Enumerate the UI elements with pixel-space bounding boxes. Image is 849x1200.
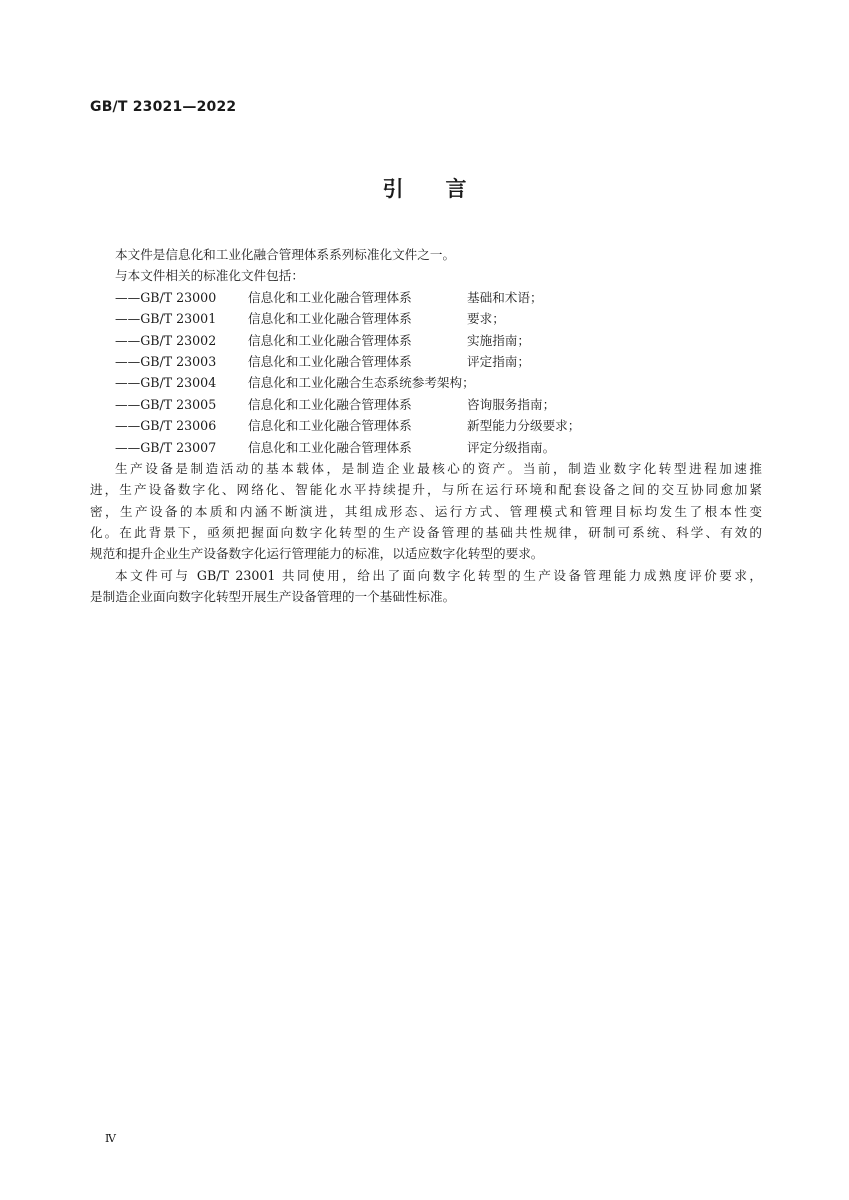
list-item — [90, 351, 762, 372]
page-title: 引言 — [382, 177, 509, 201]
page-number: Ⅳ — [105, 1132, 116, 1145]
standard-system: 信息化和工业化融合生态系统参考架构； — [248, 375, 475, 391]
intro-line-1: 本文件是信息化和工业化融合管理体系系列标准化文件之一。 — [115, 247, 456, 262]
standard-name: 实施指南； — [467, 332, 530, 348]
standard-system: 信息化和工业化融合管理体系 — [248, 396, 412, 412]
standard-name: 评定指南； — [467, 353, 530, 369]
standard-system: 信息化和工业化融合管理体系 — [248, 332, 412, 348]
standards-list — [90, 287, 762, 458]
paragraph-line: 生产设备是制造活动的基本载体，是制造企业最核心的资产。当前，制造业数字化转型进程加速推 — [115, 460, 762, 476]
list-item — [90, 415, 762, 436]
paragraph-usage — [90, 565, 762, 608]
paragraph-line: 进，生产设备数字化、网络化、智能化水平持续提升，与所在运行环境和配套设备之间的交互协同愈加紧 — [90, 482, 762, 498]
standard-system: 信息化和工业化融合管理体系 — [248, 418, 412, 434]
standard-name: 评定分级指南。 — [467, 439, 556, 455]
standard-name: 新型能力分级要求； — [467, 418, 581, 434]
paragraph-line: 规范和提升企业生产设备数字化运行管理能力的标准，以适应数字化转型的要求。 — [90, 546, 544, 562]
standard-name: 基础和术语； — [467, 289, 543, 305]
standard-name: 咨询服务指南； — [467, 396, 556, 412]
paragraph-line: 本文件可与 GB/T 23001 共同使用，给出了面向数字化转型的生产设备管理能力成熟度评价要求， — [115, 567, 762, 583]
standard-code: ——GB/T 23003 — [115, 353, 217, 369]
list-item — [90, 330, 762, 351]
list-item — [90, 394, 762, 415]
standard-system: 信息化和工业化融合管理体系 — [248, 353, 412, 369]
document-code-header: GB/T 23021—2022 — [90, 99, 237, 115]
standard-code: ——GB/T 23006 — [115, 418, 217, 434]
standard-system: 信息化和工业化融合管理体系 — [248, 289, 412, 305]
document-body — [90, 244, 762, 608]
paragraph-line: 化。在此背景下，亟须把握面向数字化转型的生产设备管理的基础共性规律，研制可系统、科学、有效的 — [90, 525, 762, 541]
standard-code: ——GB/T 23007 — [115, 439, 217, 455]
list-item — [90, 308, 762, 329]
paragraph-line: 密，生产设备的本质和内涵不断演进，其组成形态、运行方式、管理模式和管理目标均发生了根本性变 — [90, 503, 762, 519]
standard-code: ——GB/T 23004 — [115, 375, 217, 391]
list-item — [90, 372, 762, 393]
standard-system: 信息化和工业化融合管理体系 — [248, 439, 412, 455]
standard-name: 要求； — [467, 311, 505, 327]
paragraph-background — [90, 458, 762, 565]
standard-code: ——GB/T 23000 — [115, 289, 217, 305]
standard-code: ——GB/T 23001 — [115, 311, 217, 327]
intro-line-2: 与本文件相关的标准化文件包括： — [115, 268, 304, 284]
list-item — [90, 287, 762, 308]
list-item — [90, 437, 762, 458]
standard-code: ——GB/T 23002 — [115, 332, 217, 348]
standard-code: ——GB/T 23005 — [115, 396, 217, 412]
paragraph-line: 是制造企业面向数字化转型开展生产设备管理的一个基础性标准。 — [90, 589, 456, 605]
standard-system: 信息化和工业化融合管理体系 — [248, 311, 412, 327]
